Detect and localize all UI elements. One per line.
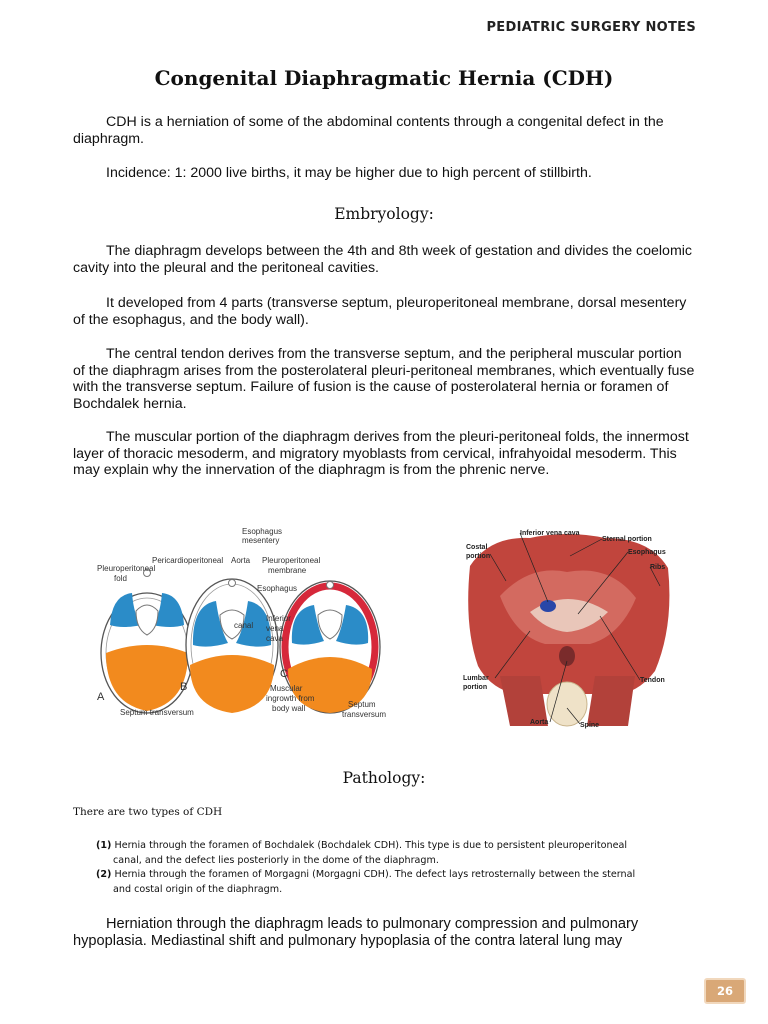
label-costal-2: portion <box>466 553 491 560</box>
label-esophagus-right: Esophagus <box>628 549 666 556</box>
panel-c-label: C <box>280 668 288 680</box>
label-sternal-portion: Sternal portion <box>602 536 652 543</box>
label-ivc-2: vena <box>266 624 284 633</box>
label-ivc-3: cava <box>266 634 283 643</box>
intro-paragraph-2: Incidence: 1: 2000 live births, it may be higher due to high percent of stillbirth. <box>106 165 592 181</box>
label-costal-1: Costal <box>466 544 488 551</box>
list-number-2: (2) <box>96 869 112 880</box>
panel-b-label: B <box>180 681 188 693</box>
label-ivc-1: Inferior <box>266 614 291 623</box>
list-text-1b: canal, and the defect lies posteriorly in the dome of the diaphragm. <box>113 854 439 866</box>
intro-paragraph-1: CDH is a herniation of some of the abdominal contents through a congenital defect in the diaphragm. <box>73 114 664 147</box>
embryology-paragraph-2: It developed from 4 parts (transverse septum, pleuroperitoneal membrane, dorsal mesentery of the esophagus, and the body wall). <box>73 295 687 328</box>
label-muscular-2: ingrowth from <box>266 694 315 703</box>
label-spine: Spine <box>580 722 600 729</box>
list-item <box>96 868 696 897</box>
label-lumbar-1: Lumbar <box>463 675 489 682</box>
label-septum-right-1: Septum <box>348 700 376 709</box>
embryology-paragraph-1: The diaphragm develops between the 4th and 8th week of gestation and divides the coelomic cavity into the pleural and the peritoneal cavities. <box>73 243 693 276</box>
label-inferior-vena-cava: Inferior vena cava <box>520 530 580 537</box>
pathology-heading: Pathology: <box>342 769 426 787</box>
panel-a-label: A <box>97 691 105 703</box>
list-text-2b: and costal origin of the diaphragm. <box>113 883 283 895</box>
list-item <box>96 839 696 868</box>
list-text-2a: Hernia through the foramen of Morgagni (Morgagni CDH). The defect lays retrosternally between the sternal <box>114 869 636 880</box>
label-esophagus: Esophagus <box>257 584 298 593</box>
label-ribs: Ribs <box>650 564 666 571</box>
panel-b-drawing <box>186 579 278 713</box>
diaphragm-anatomy-figure <box>460 526 675 732</box>
label-pericardioperitoneal: Pericardioperitoneal <box>152 556 224 565</box>
page-title: Congenital Diaphragmatic Hernia (CDH) <box>154 66 614 90</box>
running-header: PEDIATRIC SURGERY NOTES <box>486 20 696 35</box>
embryology-paragraph-4: The muscular portion of the diaphragm derives from the pleuri-peritoneal folds, the innermost layer of thoracic mesoderm, and migratory myoblasts from cervical, infrahyoidal mesoderm. This may explain why the innervation of the diaphragm is from the phrenic nerve. <box>73 429 689 479</box>
label-esophagus-mesentery-1: Esophagus <box>242 527 283 536</box>
label-pleuroperitoneal-membrane-1: Pleuroperitoneal <box>262 556 321 565</box>
label-pleuroperitoneal-fold-2: fold <box>114 574 127 583</box>
embryology-heading: Embryology: <box>334 205 434 223</box>
label-tendon: Tendon <box>640 677 665 684</box>
label-septum-transversum: Septum transversum <box>120 708 194 717</box>
list-text-1a: Hernia through the foramen of Bochdalek (Bochdalek CDH). This type is due to persistent pleuroperitoneal <box>114 840 628 851</box>
label-pleuroperitoneal-membrane-2: membrane <box>268 566 307 575</box>
label-aorta: Aorta <box>231 556 251 565</box>
embryology-paragraph-3: The central tendon derives from the transverse septum, and the peripheral muscular portion of the diaphragm arises from the posterolateral pleuri-peritoneal membranes, which eventually fuse with the transverse septum. Failure of fusion is the cause of posterolateral hernia or foramen of Bochdalek hernia. <box>73 346 695 412</box>
label-aorta-right: Aorta <box>530 719 549 726</box>
label-canal: canal <box>234 621 254 630</box>
label-pleuroperitoneal-fold-1: Pleuroperitoneal <box>97 564 156 573</box>
label-septum-right-2: transversum <box>342 710 387 719</box>
pathology-intro: There are two types of CDH <box>73 806 223 818</box>
label-muscular-3: body wall <box>272 704 306 713</box>
diaphragm-development-figure <box>92 525 392 730</box>
label-muscular-1: Muscular <box>270 684 303 693</box>
label-lumbar-2: portion <box>463 684 488 691</box>
pathology-paragraph-1: Herniation through the diaphragm leads to pulmonary compression and pulmonary hypoplasia. Mediastinal shift and pulmonary hypoplasia of the contra lateral lung may <box>73 916 639 949</box>
list-number-1: (1) <box>96 840 112 851</box>
page-number-badge: 26 <box>704 978 746 1004</box>
label-esophagus-mesentery-2: mesentery <box>242 536 280 545</box>
